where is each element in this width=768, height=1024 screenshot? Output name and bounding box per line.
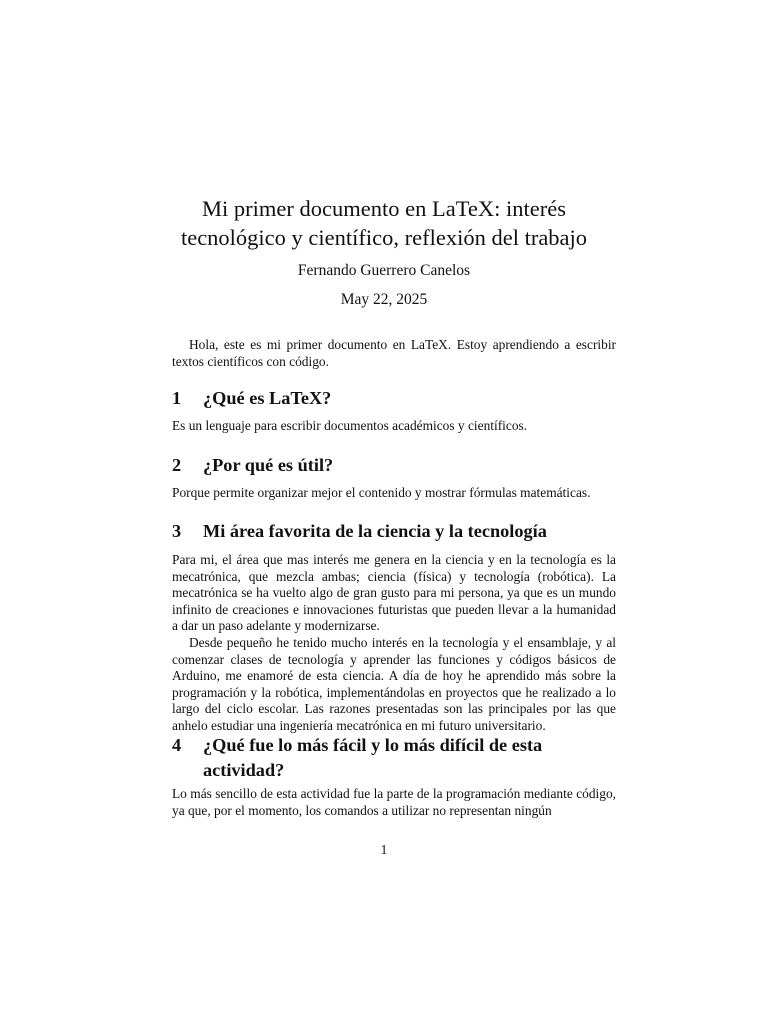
paragraph: Desde pequeño he tenido mucho interés en la tecnología y el ensamblaje, y al comenzar clases de tecnología y aprender las funciones y códigos básicos de Arduino, me enamoré de esta ciencia. A día de hoy he aprendido más sobre la programación y la robótica, implementándolas en proyectos que he realizado a lo largo del ciclo escolar. Las razones presentadas son las principales por las que anhelo estudiar una ingeniería mecatrónica en mi futuro universitario. bbox=[172, 634, 616, 733]
section-number: 1 bbox=[172, 388, 182, 408]
section-number: 4 bbox=[172, 735, 182, 755]
intro-paragraph bbox=[172, 337, 616, 370]
intro-text: Hola, este es mi primer documento en LaTeX. Estoy aprendiendo a escribir textos científicos con código. bbox=[172, 337, 616, 369]
section-title: Mi área favorita de la ciencia y la tecnología bbox=[203, 521, 547, 541]
section-number: 3 bbox=[172, 521, 182, 541]
section-body-4 bbox=[172, 786, 616, 819]
paragraph: Para mi, el área que mas interés me genera en la ciencia y en la tecnología es la mecatrónica, que mezcla ambas; ciencia (física) y tecnología (robótica). La mecatrónica se ha vuelto algo de gran gusto para mi persona, ya que es un mundo infinito de creaciones e innovaciones futuristas que pueden llevar a la humanidad a dar un paso adelante y modernizarse. bbox=[172, 552, 616, 634]
section-title: ¿Qué fue lo más fácil y lo más difícil de esta actividad? bbox=[203, 735, 543, 780]
paragraph: Es un lenguaje para escribir documentos académicos y científicos. bbox=[172, 418, 528, 433]
section-body-1 bbox=[172, 418, 616, 435]
section-title: ¿Por qué es útil? bbox=[203, 455, 334, 475]
section-number: 2 bbox=[172, 455, 182, 475]
section-heading-3 bbox=[172, 519, 622, 544]
section-heading-4 bbox=[172, 733, 622, 783]
section-heading-2 bbox=[172, 453, 622, 478]
section-body-3 bbox=[172, 552, 616, 735]
page-number: 1 bbox=[380, 842, 388, 857]
title-line-2: tecnológico y científico, reflexión del trabajo bbox=[180, 225, 588, 250]
section-heading-1 bbox=[172, 386, 622, 411]
document-title bbox=[0, 194, 768, 252]
title-line-1: Mi primer documento en LaTeX: interés bbox=[202, 196, 566, 221]
date: May 22, 2025 bbox=[340, 291, 428, 308]
paragraph: Porque permite organizar mejor el contenido y mostrar fórmulas matemáticas. bbox=[172, 485, 591, 500]
section-body-2 bbox=[172, 485, 616, 502]
paragraph: Lo más sencillo de esta actividad fue la parte de la programación mediante código, ya que, por el momento, los comandos a utilizar no representan ningún bbox=[172, 786, 616, 818]
author: Fernando Guerrero Canelos bbox=[297, 262, 471, 279]
section-title: ¿Qué es LaTeX? bbox=[203, 388, 332, 408]
